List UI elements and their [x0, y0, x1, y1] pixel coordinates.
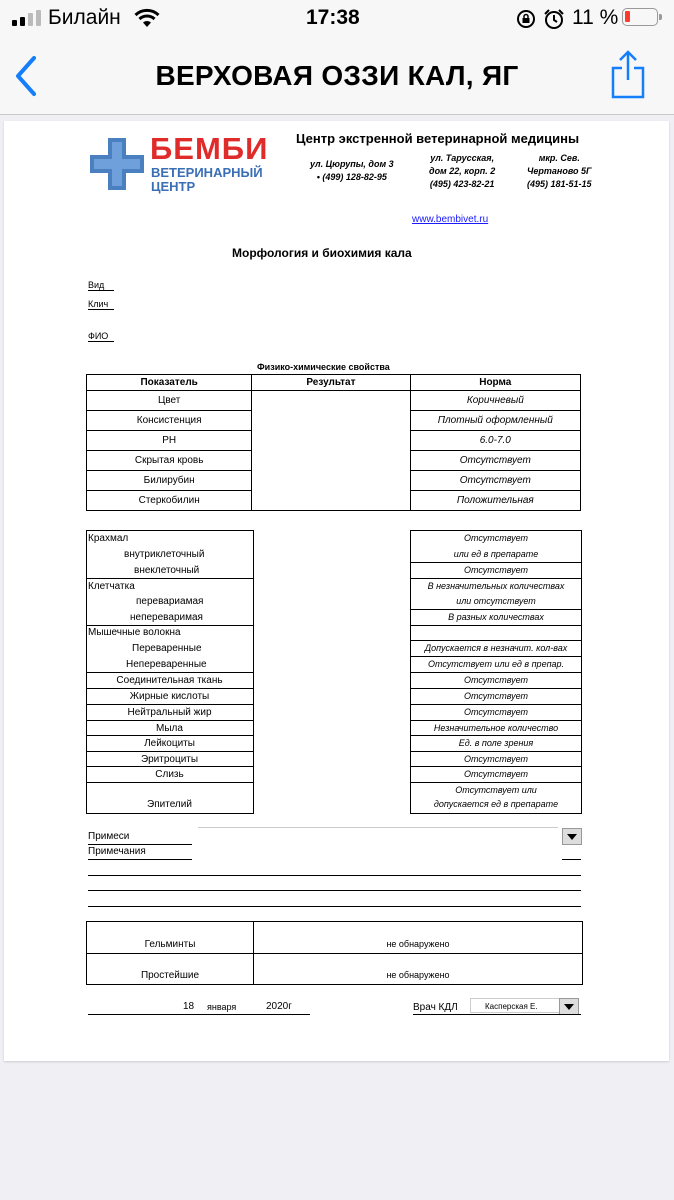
document-heading: Морфология и биохимия кала	[232, 246, 412, 260]
address-3	[527, 152, 592, 191]
result-cell[interactable]	[252, 431, 410, 451]
norm-fiber-2: или отсутствует	[456, 596, 536, 606]
indicator-cell: Цвет	[87, 391, 252, 411]
center-title: Центр экстренной ветеринарной медицины	[296, 131, 580, 146]
address-3-line1: мкр. Сев.	[538, 153, 580, 163]
address-2-phone: (495) 423-82-21	[429, 179, 495, 189]
clock: 17:38	[306, 6, 360, 29]
norm-neutral-fat: Отсутствует	[464, 707, 528, 717]
norm-cell: Плотный оформленный	[410, 411, 580, 431]
parasites-table	[86, 921, 583, 985]
norm-fatty-acids: Отсутствует	[464, 691, 528, 701]
table-row	[87, 431, 581, 451]
indicator-soaps: Мыла	[156, 723, 183, 734]
norm-erythrocytes: Отсутствует	[464, 754, 528, 764]
indicator-starch-extracellular: внеклеточный	[134, 565, 200, 576]
norm-fiber-indigestible: В разных количествах	[448, 612, 544, 622]
norm-soaps: Незначительное количество	[433, 723, 559, 733]
norm-undigested: Отсутствует или ед в препар.	[427, 659, 565, 669]
norm-cell: Коричневый	[410, 391, 580, 411]
table-header-row	[87, 375, 581, 391]
field-vid[interactable]: Вид	[88, 280, 114, 291]
orientation-lock-icon	[516, 9, 536, 29]
indicator-leukocytes: Лейкоциты	[144, 738, 195, 749]
date-month: января	[207, 1002, 237, 1012]
table-row	[87, 471, 581, 491]
document-page	[4, 121, 669, 1061]
indicator-cell: PH	[87, 431, 252, 451]
norm-mucus: Отсутствует	[464, 769, 528, 779]
norm-starch-2: или ед в препарате	[453, 549, 539, 559]
result-cell[interactable]	[252, 471, 410, 491]
indicator-fiber-indigestible: непереваримая	[130, 612, 203, 623]
logo-brand: БЕМБИ	[150, 131, 269, 166]
indicator-undigested: Непереваренные	[126, 659, 207, 670]
indicator-cell: Скрытая кровь	[87, 451, 252, 471]
logo-sub1: ВЕТЕРИНАРНЫЙ	[151, 165, 263, 180]
share-icon[interactable]	[610, 50, 646, 100]
label-notes: Примечания	[88, 846, 146, 857]
indicator-cell: Консистенция	[87, 411, 252, 431]
result-cell[interactable]	[252, 411, 410, 431]
col-norm: Норма	[410, 375, 580, 391]
indicator-fiber-digestible: перевариамая	[136, 596, 204, 607]
col-indicator: Показатель	[87, 375, 252, 391]
notes-line-3[interactable]	[88, 906, 581, 907]
indicator-connective: Соединительная ткань	[116, 675, 223, 686]
indicator-cell: Стеркобилин	[87, 491, 252, 511]
logo-sub2: ЦЕНТР	[151, 179, 196, 194]
field-klichka[interactable]: Клич	[88, 299, 114, 310]
page-title: ВЕРХОВАЯ ОЗЗИ КАЛ, ЯГ	[155, 60, 519, 91]
indicator-neutral-fat: Нейтральный жир	[127, 707, 212, 718]
protozoa-value: не обнаружено	[386, 970, 450, 980]
indicator-starch-intracellular: внутриклеточный	[124, 549, 205, 560]
carrier-name: Билайн	[48, 6, 121, 29]
cross-logo-icon	[88, 136, 146, 192]
norm-cell: Отсутствует	[410, 471, 580, 491]
norm-epithelium-2: допускается ед в препарате	[433, 799, 559, 809]
signal-icon	[12, 10, 44, 26]
address-1	[310, 158, 394, 184]
norm-cell: Положительная	[410, 491, 580, 511]
impurities-dropdown[interactable]	[562, 828, 582, 845]
wifi-icon	[134, 8, 160, 28]
address-2-line1: ул. Тарусская,	[430, 153, 495, 163]
table-row	[87, 391, 581, 411]
table-row	[87, 451, 581, 471]
norm-digested: Допускается в незначит. кол-вах	[424, 643, 568, 653]
result-cell[interactable]	[252, 491, 410, 511]
address-2	[429, 152, 495, 191]
norm-starch-1: Отсутствует	[464, 533, 528, 543]
battery-icon	[622, 8, 658, 26]
table-row	[87, 411, 581, 431]
address-1-line1: ул. Цюрупы, дом 3	[310, 159, 394, 169]
field-fio[interactable]: ФИО	[88, 331, 114, 342]
norm-cell: Отсутствует	[410, 451, 580, 471]
doctor-name-select[interactable]	[470, 998, 560, 1013]
indicator-fatty-acids: Жирные кислоты	[129, 691, 210, 702]
impurities-field[interactable]	[198, 827, 558, 829]
indicator-cell: Билирубин	[87, 471, 252, 491]
address-1-phone: • (499) 128-82-95	[316, 172, 387, 182]
protozoa-label: Простейшие	[140, 970, 200, 981]
address-2-line2: дом 22, корп. 2	[429, 166, 496, 176]
indicator-starch: Крахмал	[88, 533, 129, 544]
doctor-label: Врач КДЛ	[413, 1002, 458, 1013]
helminths-label: Гельминты	[144, 939, 196, 950]
section-title: Физико-химические свойства	[257, 362, 390, 372]
indicator-muscle-fibers: Мышечные волокна	[88, 627, 181, 638]
indicator-fiber: Клетчатка	[88, 581, 135, 592]
alarm-icon	[543, 8, 565, 30]
date-day: 18	[183, 1001, 195, 1012]
indicator-digested: Переваренные	[132, 643, 202, 654]
col-result: Результат	[252, 375, 410, 391]
norm-connective: Отсутствует	[464, 675, 528, 685]
doctor-dropdown[interactable]	[559, 998, 579, 1015]
physchem-table	[86, 374, 581, 511]
norm-leukocytes: Ед. в поле зрения	[458, 738, 534, 748]
notes-line-2[interactable]	[88, 890, 581, 891]
address-3-phone: (495) 181-51-15	[527, 179, 592, 189]
table-row	[87, 491, 581, 511]
website-link[interactable]: www.bembivet.ru	[412, 214, 489, 225]
notes-line-1[interactable]	[88, 875, 581, 876]
helminths-value: не обнаружено	[386, 939, 450, 949]
indicator-epithelium: Эпителий	[147, 799, 192, 810]
address-3-line2: Чертаново 5Г	[527, 166, 592, 176]
result-cell[interactable]	[252, 451, 410, 471]
status-bar	[0, 0, 674, 38]
norm-fiber-1: В незначительных количествах	[427, 581, 565, 591]
battery-percent: 11 %	[572, 6, 619, 29]
indicator-erythrocytes: Эритроциты	[140, 754, 199, 765]
norm-epithelium-1: Отсутствует или	[455, 785, 537, 795]
navigation-bar	[0, 38, 674, 115]
date-year: 2020г	[266, 1001, 292, 1012]
result-cell[interactable]	[252, 391, 410, 411]
norm-starch-ext: Отсутствует	[464, 565, 528, 575]
norm-cell: 6.0-7.0	[410, 431, 580, 451]
indicator-mucus: Слизь	[155, 769, 184, 780]
microscopy-table	[86, 530, 581, 813]
label-impurities: Примеси	[88, 831, 130, 842]
doctor-name: Касперская Е.	[485, 1002, 538, 1011]
